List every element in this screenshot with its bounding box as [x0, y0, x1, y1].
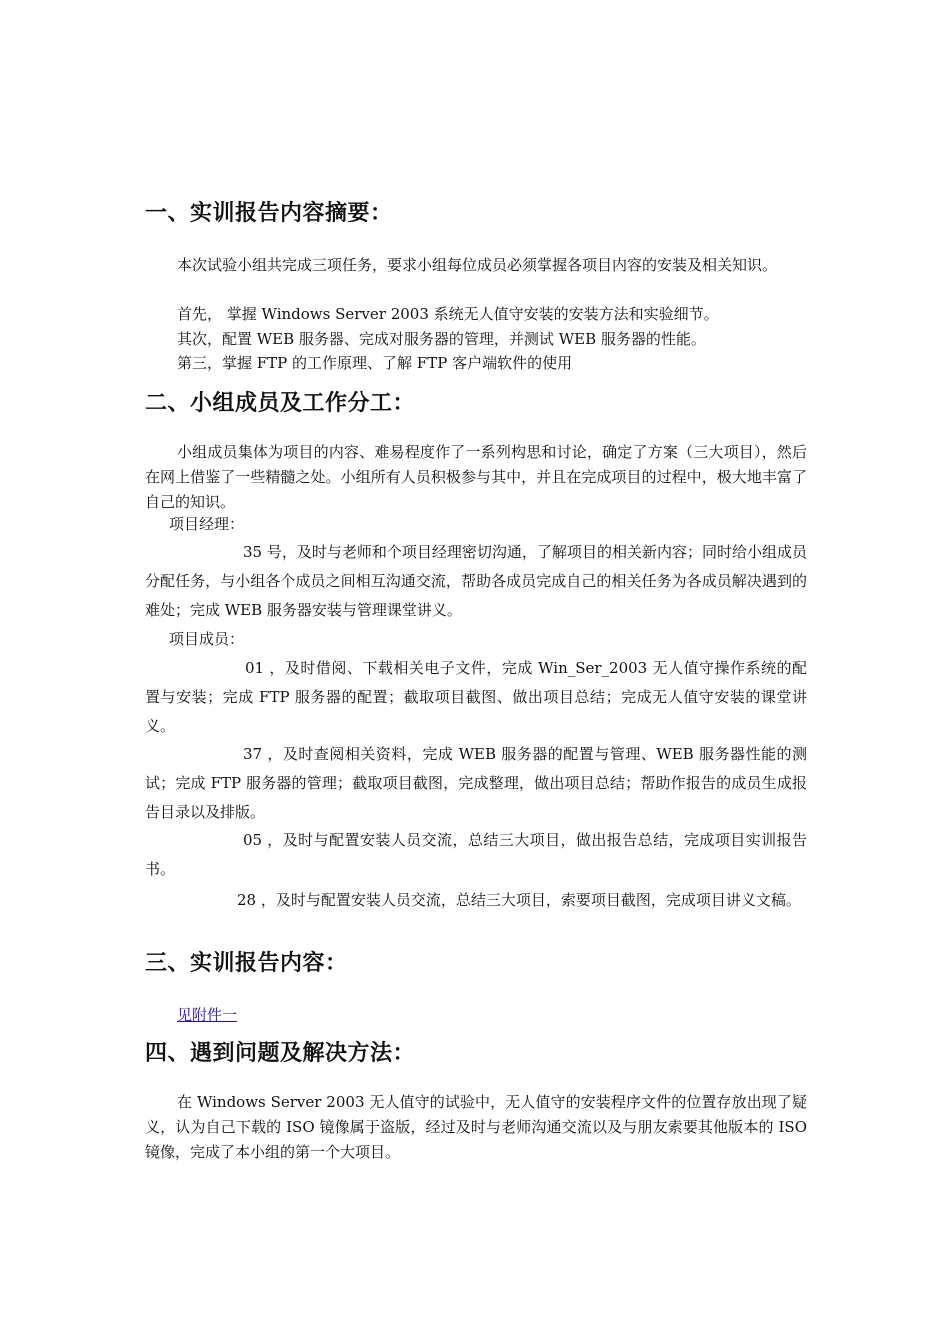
member-37-description: 37 ，及时查阅相关资料，完成 WEB 服务器的配置与管理、WEB 服务器性能的测试；完成 FTP 服务器的管理；截取项目截图，完成整理，做出项目总结；帮助作报告的成员生成报告目录以及排版。 [145, 745, 807, 821]
section-4-paragraph-1: 在 Windows Server 2003 无人值守的试验中，无人值守的安装程序文件的位置存放出现了疑义，认为自己下载的 ISO 镜像属于盗版，经过及时与老师沟通交流以及与朋友索要其他版本的 ISO 镜像，完成了本小组的第一个大项目。 [145, 1093, 807, 1161]
member-05-description: 05 ，及时与配置安装人员交流，总结三大项目，做出报告总结，完成项目实训报告书。 [145, 831, 807, 878]
attachment-link[interactable]: 见附件一 [177, 1006, 238, 1024]
section-2-heading: 二、小组成员及工作分工： [145, 391, 416, 416]
section-4-heading: 四、遇到问题及解决方法： [145, 1041, 416, 1066]
document-page [145, 0, 807, 1344]
project-members-label: 项目成员： [169, 630, 245, 648]
project-manager-description: 35 号，及时与老师和个项目经理密切沟通，了解项目的相关新内容；同时给小组成员分配任务，与小组各个成员之间相互沟通交流，帮助各成员完成自己的相关任务为各成员解决遇到的难处；完成 WEB 服务器安装与管理课堂讲义。 [145, 543, 807, 619]
section-2-intro: 小组成员集体为项目的内容、难易程度作了一系列构思和讨论，确定了方案（三大项目），然后在网上借鉴了一些精髓之处。小组所有人员积极参与其中，并且在完成项目的过程中，极大地丰富了自己的知识。 [145, 443, 807, 511]
member-28-description: 28 ，及时与配置安装人员交流，总结三大项目，索要项目截图，完成项目讲义文稿。 [237, 891, 801, 909]
section-1-paragraph-2: 首先， 掌握 Windows Server 2003 系统无人值守安装的安装方法和实验细节。 [177, 305, 719, 323]
section-1-paragraph-1: 本次试验小组共完成三项任务，要求小组每位成员必须掌握各项目内容的安装及相关知识。 [177, 256, 778, 274]
project-manager-label: 项目经理： [169, 515, 245, 533]
section-1-heading: 一、实训报告内容摘要： [145, 201, 393, 226]
section-1-paragraph-3: 其次，配置 WEB 服务器、完成对服务器的管理，并测试 WEB 服务器的性能。 [177, 330, 706, 348]
member-01-description: 01 ，及时借阅、下载相关电子文件，完成 Win_Ser_2003 无人值守操作系统的配置与安装；完成 FTP 服务器的配置；截取项目截图、做出项目总结；完成无人值守安装的课堂讲义。 [145, 659, 807, 735]
section-1-paragraph-4: 第三，掌握 FTP 的工作原理、了解 FTP 客户端软件的使用 [177, 354, 573, 372]
section-3-heading: 三、实训报告内容： [145, 951, 348, 976]
